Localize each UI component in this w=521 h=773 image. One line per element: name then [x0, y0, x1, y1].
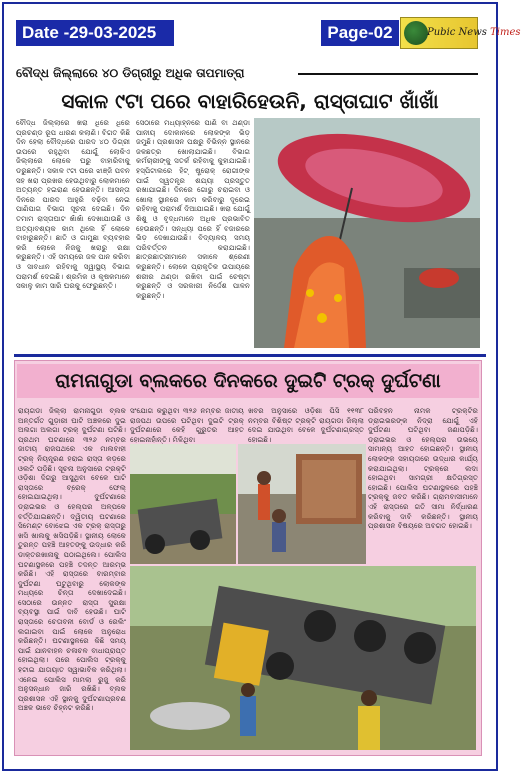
logo-emblem-icon [404, 21, 428, 45]
story2-headline: ରାମନାଗୁଡା ବ୍ଲକରେ ଦିନକରେ ଦୁଇଟି ଟ୍ରକ୍ ଦୁର୍ଘଟଣା [55, 370, 441, 392]
newspaper-logo [400, 17, 521, 49]
story2-column-1: ରାୟଗଡା ଜିଲ୍ଲା ରାମନାଗୁଡା ବ୍ଲକ ଅନ୍ତର୍ଗତ ଗୁଡ଼ାରୀ ଘାଟି ଅଞ୍ଚଳରେ ଦୁଇ ଅଲଗା ଅଲଗା ଟ୍ରକ୍ ଦୁର୍ଘଟଣା ଘଟିଛି। ପ୍ରଥମ ଘଟଣାରେ ୩୨୬ ନମ୍ବର ଜାତୀୟ ରାଜପଥରେ ଏକ ମାଲବାହୀ ଟ୍ରକ୍ ନିୟନ୍ତ୍ରଣ ହରାଇ ରାସ୍ତା କଡ଼ରେ ଓଲଟି ପଡ଼ିଛି। ସୂଚନା ଅନୁସାରେ ଟ୍ରକ୍‌ଟି ଓଡ଼ିଶା ଦିଗରୁ ଆସୁଥିବା ବେଳେ ଘାଟି ରାସ୍ତାରେ ବ୍ରେକ୍ ଫେଲ୍ ହୋଇଯାଇଥିଲା। ଦୁର୍ଘଟଣାରେ ଡ୍ରାଇଭର ଓ ହେଲ୍ପର ଅଳ୍ପକେ ବର୍ତ୍ତିଯାଇଛନ୍ତି। ଦ୍ୱିତୀୟ ଘଟଣାରେ ସିମେଣ୍ଟ ବୋଝେଇ ଏକ ଟ୍ରକ୍ ରାସ୍ତାରୁ ଖସି ଖାଲକୁ ଖସିପଡ଼ିଛି। ସ୍ଥାନୀୟ ଲୋକେ ତୁରନ୍ତ ପହଞ୍ଚି ଆହତଙ୍କୁ ଉଦ୍ଧାର କରି ଡାକ୍ତରଖାନାକୁ ପଠାଇଥିଲେ। ପୋଲିସ ଘଟଣାସ୍ଥଳରେ ପହଞ୍ଚି ତଦନ୍ତ ଆରମ୍ଭ କରିଛି। ଏହି ରାସ୍ତାରେ ବାରମ୍ବାର ଦୁର୍ଘଟଣା ଘଟୁଥିବାରୁ ଲୋକଙ୍କ ମଧ୍ୟରେ ଚିନ୍ତା ଦେଖାଦେଇଛି। ସେଠାରେ ଉନ୍ନତ ରାସ୍ତା ସୁରକ୍ଷା ବ୍ୟବସ୍ଥା ପାଇଁ ଦାବି ହେଉଛି। ଘାଟି ରାସ୍ତାରେ ଚେତାବନୀ ବୋର୍ଡ ଓ ରେଲିଂ ଲଗାଇବା ପାଇଁ ଲୋକେ ଅନୁରୋଧ କରିଛନ୍ତି। ଘଟଣାସ୍ଥଳରେ କିଛି ସମୟ ପାଇଁ ଯାନବାହନ ଚଳାଚଳ ବାଧାପ୍ରାପ୍ତ ହୋଇଥିଲା। ପରେ ପୋଲିସ ଟ୍ରକ୍‌କୁ ହଟାଇ ଯାତାୟାତ ସ୍ୱାଭାବିକ କରିଥିଲା। ଏନେଇ ପୋଲିସ ମାମଲା ରୁଜୁ କରି ଅନୁସନ୍ଧାନ ଜାରି ରଖିଛି। ବ୍ଲକ ପ୍ରଶାସନ ଏହି ସ୍ଥାନକୁ ଦୁର୍ଘଟଣାପ୍ରବଣ ଅଞ୍ଚଳ ଭାବେ ଚିହ୍ନଟ କରିଛି। [18, 406, 126, 713]
truck-scene-illustration-3 [130, 566, 476, 750]
overturned-truck-photo-2 [130, 566, 476, 750]
umbrella-woman-illustration [254, 118, 480, 348]
story2-column-4: ପରିବହନ ନାମକ ଟ୍ରକ୍‌ଟିର ଡ୍ରାଇଭରଙ୍କ ନିଦ୍ରା ଯୋଗୁଁ ଏହି ଦୁର୍ଘଟଣା ଘଟିଥିବା ଜଣାପଡ଼ିଛି। ଡ୍ରାଇଭର ଓ ହେଲ୍ପର ଉଭୟେ ସାମାନ୍ୟ ଆହତ ହୋଇଛନ୍ତି। ସ୍ଥାନୀୟ ଲୋକଙ୍କ ସହାୟତାରେ ଉଦ୍ଧାର କାର୍ଯ୍ୟ କରାଯାଇଥିଲା। ଟ୍ରକ୍‌ରେ ଲଦା ହୋଇଥିବା ସାମଗ୍ରୀ କ୍ଷତିଗ୍ରସ୍ତ ହୋଇଛି। ପୋଲିସ ଘଟଣାସ୍ଥଳରେ ପହଞ୍ଚି ଟ୍ରକ୍‌କୁ ଜବତ କରିଛି। ଗ୍ରାମବାସୀମାନେ ଏହି ରାସ୍ତାରେ ଗତି ସୀମା ନିର୍ଦ୍ଧାରଣ କରିବାକୁ ଦାବି କରିଛନ୍ତି। ସ୍ଥାନୀୟ ପ୍ରଶାସନ ବିଷୟରେ ଅବଗତ ହୋଇଛି। [368, 406, 478, 531]
truck-scene-illustration-2 [238, 444, 366, 564]
story1-headline: ସକାଳ ୯ଟା ପରେ ବାହାରିହେଉନି, ରାସ୍ତାଘାଟ ଖାଁଖାଁ [61, 89, 439, 113]
page-number: Page-02 [321, 20, 399, 46]
logo-word-2: Times [490, 27, 521, 38]
story1-kicker: ବୌଦ୍ଧ ଜିଲ୍ଲାରେ ୪୦ ଡିଗ୍ରୀରୁ ଅଧିକ ତାପମାତ୍ରା [16, 66, 245, 80]
truck-scene-illustration-1 [130, 444, 236, 564]
loaded-truck-photo [238, 444, 366, 564]
umbrella-woman-photo [254, 118, 480, 348]
kicker-rule [298, 73, 478, 75]
story2-column-2: ସଂଯୋଗ କରୁଥିବା ୩୨୬ ନମ୍ବର ଜାତୀୟ ରାଜପଥ ଉପରେ ଘଟିଥିବା ଦୁଇଟି ଟ୍ରକ୍ ଦୁର୍ଘଟଣାରେ କେହି ଗୁରୁତର ଆହତ ହୋଇନାହାଁନ୍ତି। ମିଳିଥିବା [130, 406, 244, 444]
logo-word-1: Pubic News [427, 27, 487, 38]
story2-column-3: ଖବର ଅନୁସାରେ ଓଡ଼ିଶା ପିସି ୧୧୩୮ ନମ୍ବର ବିଶିଷ୍ଟ ଟ୍ରକ୍‌ଟି ରାୟଗଡା ଜିଲ୍ଲା ଦେଇ ଯାଉଥିବା ବେଳେ ଦୁର୍ଘଟଣାଗ୍ରସ୍ତ ହୋଇଛି। [248, 406, 364, 444]
logo-text [427, 27, 521, 38]
section-divider [14, 354, 486, 357]
story1-column-1: ବୌଦ୍ଧ ଜିଲ୍ଲାରେ ଖରା ଧିରେ ଧିରେ ପ୍ରଚଣ୍ଡ ରୂପ ଧାରଣ କଲାଣି। ବିଗତ କିଛି ଦିନ ହେଲା ବୌଦ୍ଧରେ ପାରଦ ୪୦ ଡିଗ୍ରୀ ଉପରେ ରହୁଥିବା ଯୋଗୁଁ ଲୋକିଏ ଜିଲ୍ଲାରେ ଲୋକେ ଘରୁ ବାହାରିବାକୁ ଡରୁଛନ୍ତି। ସକାଳ ୯ଟା ପରେ ଝାଞ୍ଜି ପବନ ସହ ଖରା ପ୍ରଖର ହେଉଥିବାରୁ ଲୋକମାନେ ଅତ୍ୟନ୍ତ ହଇରାଣ ହେଉଛନ୍ତି। ଆସନ୍ତା ଦିନରେ ପାରଦ ଆହୁରି ବଢ଼ିବା ନେଇ ପାଣିପାଗ ବିଭାଗ ସୂଚନା ଦେଇଛି। ଦିନ ତମାମ ରାସ୍ତାଘାଟ ଖାଁଖାଁ ଦେଖାଯାଉଛି ଓ ଅତ୍ୟାବଶ୍ୟକ କାମ ଥିଲେ ହିଁ ଲୋକେ ବାହାରୁଛନ୍ତି। ଛାତି ଓ ଗାମୁଛା ବ୍ୟବହାର କରି ଲୋକେ ନିଜକୁ ଖରାରୁ ରକ୍ଷା କରୁଛନ୍ତି। ଏହି ସମୟରେ ଜଳ ପାନ କରିବା ଓ ସାବଧାନ ରହିବାକୁ ସ୍ୱାସ୍ଥ୍ୟ ବିଭାଗ ପରାମର୍ଶ ଦେଇଛି। ଶ୍ରମିକ ଓ କୃଷକମାନେ ସକାଳୁ କାମ ସାରି ଘରକୁ ଫେରୁଛନ୍ତି। [16, 118, 130, 291]
story1-column-2: ସେଠାରେ ମଧ୍ୟାହ୍ନରେ ପାଣି ବା ଥଣ୍ଡା ପାନୀୟ ଦୋକାନରେ ଲୋକଙ୍କ ଭିଡ଼ ଜମୁଛି। ପ୍ରଶାସନ ପକ୍ଷରୁ ବିଭିନ୍ନ ସ୍ଥାନରେ ଜଳଛତ୍ର ଖୋଲାଯାଇଛି। ବିଭାଗ କର୍ମଚାରୀଙ୍କୁ ସତର୍କ ରହିବାକୁ କୁହାଯାଇଛି। ହସ୍ପିଟାଲରେ ହିଟ୍ ଷ୍ଟ୍ରୋକ୍ ରୋଗୀଙ୍କ ପାଇଁ ସ୍ୱତନ୍ତ୍ର ଶଯ୍ୟା ପ୍ରସ୍ତୁତ ରଖାଯାଇଛି। ଦିନରେ ଗୋରୁ ଚରାଇବା ଓ ଖୋଲା ସ୍ଥାନରେ କାମ କରିବାରୁ ଦୂରେଇ ରହିବାକୁ ପରାମର୍ଶ ଦିଆଯାଇଛି। ଖରା ଯୋଗୁଁ ଶିଶୁ ଓ ବୃଦ୍ଧମାନେ ଅଧିକ ପ୍ରଭାବିତ ହେଉଛନ୍ତି। ସନ୍ଧ୍ୟା ପରେ ହିଁ ବଜାରରେ ଭିଡ଼ ଦେଖାଯାଉଛି। ବିଦ୍ୟାଳୟ ସମୟ ପରିବର୍ତ୍ତନ କରାଯାଇଛି। ଛାତ୍ରଛାତ୍ରୀମାନେ ସକାଳେ ଶ୍ରେଣୀ କରୁଛନ୍ତି। ଲୋକେ ପ୍ରାକୃତିକ ଉପାୟରେ ଶରୀର ଥଣ୍ଡା ରଖିବା ପାଇଁ ଚେଷ୍ଟା କରୁଛନ୍ତି ଓ ସରକାରୀ ନିର୍ଦ୍ଦେଶ ପାଳନ କରୁଛନ୍ତି। [136, 118, 250, 300]
overturned-truck-photo-1 [130, 444, 236, 564]
date-label: Date -29-03-2025 [16, 20, 174, 46]
